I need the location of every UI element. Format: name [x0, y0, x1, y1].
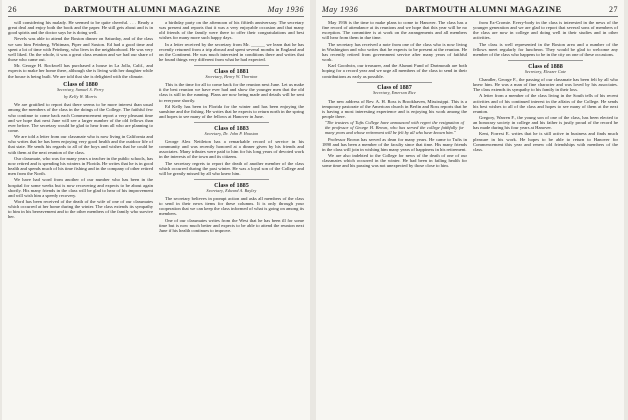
paragraph: Kent, Forrest E. writes that he is still active in business and finds much pleasure in his work. He hopes to be able to return to Hanover for Commencement this year and renew old friendships with members of the class.: [473, 131, 618, 152]
paragraph: Karl Goodwin, our treasurer, and the Alumni Fund of Dartmouth are both hoping for a record year and we urge all members of the class to send in their contributions as early as possible.: [322, 63, 467, 79]
issue-date: May 1936: [322, 5, 359, 14]
class-heading: Class of 1887: [377, 84, 412, 92]
paragraph: This is the time for all to come back for the reunion next June. Let us make it the best reunion we have ever had and show the younger men that the old class is still in the running. Plans are now being made and details will be sent to everyone shortly.: [159, 82, 304, 103]
class-heading: Class of 1881: [214, 67, 249, 75]
quoted-paragraph: "The trustees of Tufts College have announced with regret the resignation of the professor of George H. Brown, who has served the college faithfully for many years and whose retirement will be felt by all who have known him.": [325, 120, 464, 136]
paragraph: May 1936 is the time to make plans to come to Hanover. The class has a fine record of attendance at its reunions and we hope that this year will be no exception. The committee is at work on the arrangements and all members will hear from them in due time.: [322, 20, 467, 41]
section-divider: [194, 65, 269, 66]
paragraph: Nevels was able to attend the Boston dinner on Saturday, and of the class we saw him Feinberg, Whitman, Piper and Saxton. Ed had a good time and spent a lot of time with Feinberg, who lives in the neighborhood. He was very well liked. On the whole, it was a great class reunion and we had our share of those who came out.: [8, 36, 153, 63]
class-heading: Class of 1888: [528, 62, 563, 70]
paragraph: The secretary believes in prompt action and asks all members of the class to send in their news items for these columns. It is only through your cooperation that we can keep the class informed of what is going on among its members.: [159, 195, 304, 217]
left-column-1: [8, 20, 153, 234]
secretary-line: Secretary, Eleazer Cate: [524, 69, 567, 74]
class-heading: Class of 1885: [214, 181, 249, 189]
paragraph: We are told a letter from our classmate who is now living in California and who writes that he has been enjoying very good health and the outdoor life of that state. He sends his regards to all of the boys and wishes that he could be with them at the next reunion of the class.: [8, 134, 153, 155]
paragraph: In a letter received by the secretary from Mr. ______ we learn that he has recently returned from a trip abroad and spent several months in England and on the Continent. He was much interested in conditions there and writes that he found things very different from what he had expected.: [159, 41, 304, 63]
class-heading: Class of 1883: [214, 124, 249, 132]
left-page: [2, 0, 310, 420]
secretary-line: Secretary, Emerson Rice: [373, 91, 416, 96]
page-header: [8, 4, 304, 17]
paragraph: Our classmate, who was for many years a teacher in the public schools, has now retired and is spending his winters in Florida. He writes that he is in good health and spends much of his time fishing and in the company of other retired men from the North.: [8, 155, 153, 177]
paragraph: The class is well represented in the Boston area and a number of the fellows meet regularly for luncheon. They would be glad to welcome any member of the class who happens to be in the city on one of these occasions.: [473, 41, 618, 57]
section-divider: [194, 179, 269, 180]
page-number: 27: [608, 5, 618, 14]
paragraph: Ed Kelly has been in Florida for the winter and has been enjoying the sunshine and the fishing. He writes that he expects to return north in the spring and hopes to see many of the fellows at Hanover in June.: [159, 103, 304, 119]
secretary-line: Secretary, Dr. John P. Houston: [204, 131, 259, 136]
page-header: [322, 4, 618, 17]
paragraph: Professor Brown has served as dean for many years. He came to Tufts in 1890 and has been a member of the faculty since that time. His many friends in the class will join in wishing him many years of happiness in his retirement.: [322, 136, 467, 152]
class-heading: Class of 1880: [63, 80, 98, 88]
secretary-line: Secretary, Henry W. Thornton: [205, 74, 258, 79]
right-column-1: [322, 20, 467, 170]
magazine-title: DARTMOUTH ALUMNI MAGAZINE: [405, 4, 562, 14]
page-number: 26: [8, 5, 17, 14]
secretary-line: by Kelly W. Morris: [63, 95, 98, 100]
paragraph: The secretary regrets to report the death of another member of the class which occurred during the past winter. He was a loyal son of the College and will be greatly missed by all who knew him.: [159, 160, 304, 176]
paragraph: The new address of Rev. A. H. Ross is Brookhaven, Mississippi. This is a temporary pastorate of the American church in Berlin and Ross reports that he is having a most interesting experience and is enjoying his work among the people there.: [322, 98, 467, 119]
section-divider: [194, 122, 269, 123]
paragraph: from Ex-Cromie. Every-body in the class is interested in the news of the younger generation and we are glad to report that several sons of members of the class are now in college and doing well in their studies and in other activities.: [473, 20, 618, 41]
left-column-2: [159, 20, 304, 234]
paragraph: We are gratified to report that there seems to be more interest than usual among the members of the class in the doings of the College. The faithful few who continue to come back each Commencement report a very pleasant time and we hope that next June will see a larger number of the old fellows than ever before. The secretary would be glad to hear from all who are planning to come.: [8, 102, 153, 133]
secretary-line: Secretary, Samuel S. Perry: [57, 87, 104, 92]
section-divider: [357, 82, 432, 83]
magazine-title: DARTMOUTH ALUMNI MAGAZINE: [64, 4, 221, 14]
paragraph: will considering his malady. He seemed to be quite cheerful. . . . Ready a great deal and enjoy both the book and the paper. He still gets about and is in good spirits and the doctor says he is doing well.: [8, 20, 153, 36]
paragraph: George Alex Nettleton has a remarkable record of service in his community and was recently honored at a dinner given by his friends and associates. Many tributes were paid to him for his long years of devoted work in the interests of the town and its citizens.: [159, 138, 304, 160]
right-column-2: [473, 20, 618, 170]
paragraph: We have had word from another of our number who has been in the hospital for some weeks but is now recovering and expects to be about again shortly. His many friends in the class will be glad to hear of his improvement and will wish him a speedy recovery.: [8, 177, 153, 198]
paragraph: Word has been received of the death of the wife of one of our classmates which occurred at her home during the winter. The class extends its sympathy to him in his bereavement and to the other members of the family who survive her.: [8, 199, 153, 220]
section-divider: [508, 60, 583, 61]
paragraph: a birthday party on the afternoon of his fiftieth anniversary. The secretary was present and reports that it was a very enjoyable occasion and that many old friends of the family were there to offer their congratulations and best wishes for many more such happy days.: [159, 20, 304, 41]
secretary-line: Secretary, Edward A. Bayley: [206, 188, 257, 193]
paragraph: Gregory, Warren F., the young son of one of the class, has been elected to an honorary society in college and his father is justly proud of the record he has made during his four years at Hanover.: [473, 115, 618, 131]
paragraph: The secretary has received a note from one of the class who is now living in Washington and who writes that he expects to be present at the reunion. He has recently retired from government service after many years of faithful work.: [322, 41, 467, 63]
paragraph: A letter from a member of the class living in the South tells of his recent activities and of his continued interest in the affairs of the College. He sends his best wishes to all of the class and hopes to see many of them at the next reunion.: [473, 93, 618, 114]
paragraph: One of our classmates writes from the West that he has been ill for some time but is now much better and expects to be able to attend the reunion next June if his health continues to improve.: [159, 217, 304, 233]
issue-date: May 1936: [267, 5, 304, 14]
paragraph: Mr. George H. Rockwell has purchased a house in La Jolla, Calif., and expects to make her home there, although she is living with her daughter while the house is being built. We are told that she is delighted with the climate.: [8, 63, 153, 79]
paragraph: Chandler, George F., the passing of our classmate has been felt by all who knew him. He was a man of fine character and was loved by his associates. The class extends its sympathy to his family in their loss.: [473, 76, 618, 93]
paragraph: We are also indebted to the College for news of the death of one of our classmates which occurred in the winter. He had been in failing health for some time and his passing was not unexpected by those close to him.: [322, 153, 467, 169]
right-page: [316, 0, 624, 420]
